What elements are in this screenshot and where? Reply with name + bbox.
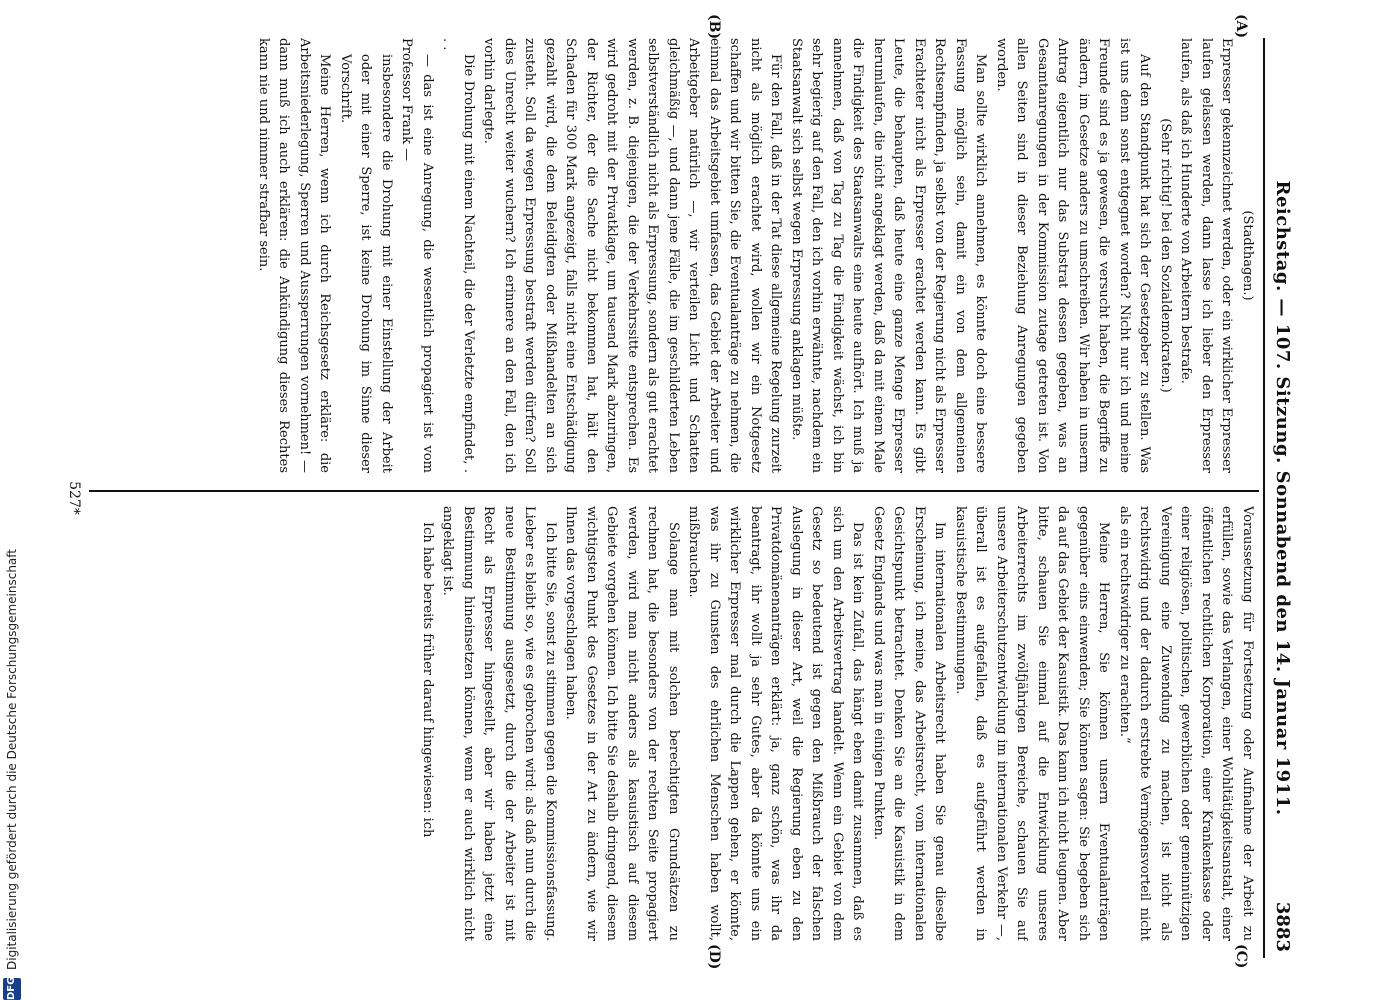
dfg-logo: DFG [3,978,21,1000]
paragraph: Die Drohung mit einem Nachteil, die der Verletzte empfindet, . . . [440,38,476,473]
paragraph: (Stadthagen.) [1240,210,1255,301]
margin-marker-a: (A) [1233,14,1249,39]
paragraph: Meine Herren, Sie können unsern Eventualanträgen gegenüber eins einwenden; Sie können sagen: Sie begeben sich da auf das Gebiet der Kasuistik. Das kann ich nicht leugnen. Aber bitte, schauen Sie einmal auf die Entwicklung unseres Arbeiterrechts im zwölfjährigen Bereiche, schauen Sie auf unsere Arbeiterschutzentwicklung im internationalen Verkehr —, überall ist es aufgefallen, daß es aufgeführt werden in kasuistische Bestimmungen. [953,506,1112,941]
paragraph: Für den Fall, daß in der Tat diese allgemeine Regelung zurzeit nicht als möglich erachtet wird, wollen wir ein Notgesetz schaffen und wir bitten Sie, die Eventualanträge zu nehmen, die einmal das Arbeitsgebiet umfassen, das Gebiet der Arbeiter und Arbeitgeber natürlich —, wir verteilen Licht und Schatten gleichmäßig —, und dann jene Fälle, die im geschilderten Leben selbstverständlich nicht als Erpressung, sondern als gut erachtet werden, z. B. diejenigen, die der Verkehrssitte entsprechen. Es wird gedroht mit der Privatklage, um tausend Mark abzuringen, der Richter, der die Sache nicht bekommen hat, hält den Schaden für 300 Mark angezeigt, falls nicht eine Entschädigung gezahlt wird, die dem Beleidigten oder Mißhandelten an sich zusteht. Soll da wegen Erpressung bestraft werden dürfen? Soll dies Unrecht weiter wuchern? Ich erinnere an den Fall, den ich vorhin darlegte. [481,38,784,473]
paragraph: Meine Herren, wenn ich durch Reichsgesetz erkläre: die Arbeitsniederlegung, Sperren und Aussperrungen vornehmen! — dann muß ich auch erklären: die Ankündigung dieses Rechtes kann nie und nimmer strafbar sein. [256,38,333,473]
page-header [1261,38,1297,958]
paragraph: (Sehr richtig! bei den Sozialdemokraten.) [1158,118,1173,393]
footer-signature: 527* [66,481,82,515]
paragraph: Solange man mit solchen berechtigten Grundsätzen zu rechnen hat, die besonders von der rechten Seite propagiert werden, wird man nicht anders als kasuistisch auf diesem Gebiete vorgehen können. Ich bitte Sie deshalb dringend, diesem wichtigsten Punkt des Gesetzes in der Art zu ändern, wie wir Ihnen das vorgeschlagen haben. [563,506,681,941]
header-page-number: 3883 [1272,901,1293,952]
header-rule [1263,38,1265,958]
paragraph: Man sollte wirklich annehmen, es könnte doch eine bessere Fassung möglich sein, damit ein von dem allgemeinen Rechtsempfinden, ja selbst von der Regierung nicht als Erpresser Erachteter nicht als Erpresser erachtet werden kann. Es gibt Leute, die behaupten, daß heute eine ganze Menge Erpresser herumlaufen, die nicht angeklagt werden, daß da mit einem Male die Findigkeit des Staatsanwalts eine heute aufhört. Ich muß ja annehmen, daß von Tag zu Tag die Findigkeit wächst, ich bin sehr begierig auf den Fall, den ich vorhin erwähnte, nachdem ein Staatsanwalt sich selbst wegen Erpressung anklagen müßte. [789,38,989,473]
left-column [87,38,1257,473]
paragraph: Erpresser gekennzeichnet werden, oder ein wirklicher Erpresser laufen gelassen werden, dann lasse ich lieber den Erpresser laufen, als daß ich Hunderte von Arbeitern bestrafe. [1178,38,1235,473]
paragraph: Das ist kein Zufall, das hängt eben damit zusammen, daß es sich um den Arbeitsvertrag handelt. Wenn ein Gebiet von dem Gesetz so bedeutend ist gegen den Mißbrauch der falschen Auslegung in dieser Art, weil die Regierung eben zu den Privatdomänenanträgen erklärt: ja, ganz schön, was ihr da beantragt, ihr wollt ja sehr Gutes, aber da könnte uns ein wirklicher Erpresser mal durch die Lappen gehen, er könnte, was ihr zu Gunsten des ehrlichen Menschen haben wollt, mißbrauchen. [686,506,866,941]
paragraph: insbesondere die Drohung mit einer Einstellung der Arbeit oder mit einer Sperre, ist keine Drohung im Sinne dieser Vorschrift. [338,54,394,473]
digitization-credit [0,310,24,1000]
paragraph: Im internationalen Arbeitsrecht haben Sie genau dieselbe Erscheinung, ich meine, das Arbeitsrecht, vom internationalen Gesichtspunkt betrachtet. Denken Sie an die Kasuistik in dem Gesetz Englands und was man in einigen Punkten. [871,506,948,941]
margin-marker-d: (D) [706,944,722,970]
column-divider [89,490,1259,492]
margin-marker-c: (C) [1233,944,1249,969]
paragraph: Voraussetzung für Fortsetzung oder Aufnahme der Arbeit zu erfüllen, sowie das Verlangen, einer Wohltätigkeitsanstalt, einer öffentlichen rechtlichen Korporation, einer Krankenkasse oder einer religiösen, politischen, gewerblichen oder gemeinnützigen Vereinigung eine Zuwendung zu machen, ist nicht als rechtswidrig und der dadurch erstrebte Vermögensvorteil nicht als ein rechtswidriger zu erachten.“ [1117,506,1255,941]
credit-text: Digitalisierung gefördert durch die Deutsche Forschungsgemeinschaft [5,548,19,970]
paragraph: Ich habe bereits früher darauf hingewiesen: ich [420,522,435,838]
rotated-page [66,14,1297,970]
header-title: Reichstag. — 107. Sitzung. Sonnabend den 14. Januar 1911. [1272,180,1293,816]
margin-marker-b: (B) [706,14,722,40]
paragraph: — das ist eine Anregung, die wesentlich propagiert ist vom Professor Frank — [399,38,435,473]
right-column [87,506,1257,941]
paragraph: Ich bitte Sie, sonst zu stimmen gegen die Kommissionsfassung. Lieber es bleibt so, wie es gebrochen wird: als daß nun durch die neue Bestimmung ausgesetzt, durch die der Arbeiter ist mit Recht als Erpresser hingestellt, aber wir haben jetzt eine Bestimmung hineinsetzen können, wenn er auch wirklich nicht angeklagt ist. [440,506,558,941]
paragraph: Auf den Standpunkt hat sich der Gesetzgeber zu stellen. Was ist uns denn sonst entgegnet worden? Nicht nur ich und meine Freunde sind es ja gewesen, die versucht haben, die Begriffe zu ändern, im Gesetze anders zu umschreiben. Wir haben in unserm Antrag eigentlich nur das Substrat dessen gegeben, was an Gesamtanregungen in der Kommission zutage getreten ist. Von allen Seiten sind in dieser Beziehung Anregungen gegeben worden. [994,38,1153,473]
